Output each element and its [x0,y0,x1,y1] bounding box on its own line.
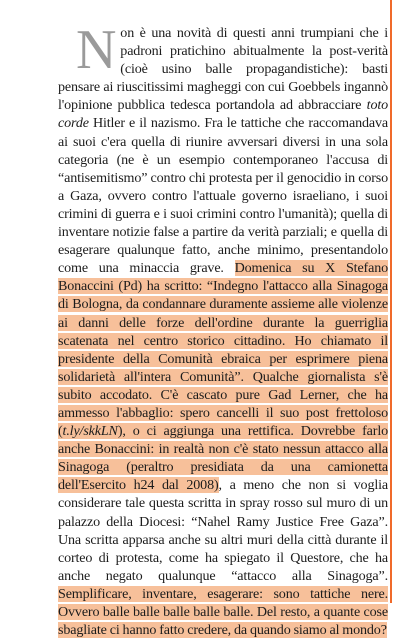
paragraph-text: , a meno che non si voglia considerare tale questa scritta in spray rosso sul muro di un palazzo della Diocesi: “Nahel Ramy Justice Free Gaza”. Una scritta apparsa anche su altri muri della città durante il corteo di protesta, come ha spiegato il Questore, che ha anche negato qualunque “attacco alla Sinagoga”. [58,477,388,584]
column-rule [390,0,392,603]
drop-cap: N [76,19,117,81]
highlighted-text-part: ), o ci aggiunga una rettifica. Dovrebbe farlo anche Bonaccini: in realtà non c'è stato nessun attacco alla Sinagoga (peraltro presidiata da una camionetta dell'Esercito h24 dal 2008) [58,423,388,494]
highlighted-text-part: Domenica su X Stefano Bonaccini (Pd) ha scritto: “Indegno l'attacco alla Sinagoga di Bologna, da condannare duramente assieme alle violenze ai danni delle forze dell'ordine durante la guerriglia scatenata nel centro storico cittadino. Ho chiamato il presidente della Comunità ebraica per esprimere piena solidarietà all'intera Comunità”. Qualche giornalista s'è subito accodato. C'è cascato pure Gad Lerner, che ha ammesso l'abbaglio: spero cancelli il suo post frettoloso ( [58,260,388,440]
article-body [58,19,388,639]
paragraph-text: Hitler e il nazismo. Fra le tattiche che raccomandava ai suoi c'era quella di riunire avversari diversi in una sola categoria (ne è un esempio contemporaneo l'accusa di “antisemitismo” contro chi protesta per il genocidio in corso a Gaza, ovvero contro l'attuale governo israeliano, i suoi crimini di guerra e i suoi crimini contro l'umanità); quella di inventare notizie false a partire da verità parziali; e quella di esagerare qualunque fatto, anche minimo, presentandolo come una minaccia grave. [58,115,388,277]
paragraph-text: on è una novità di questi anni trumpiani che i padroni pratichino abitualmente la post-verità (cioè usino balle propagandistiche): basti pensare ai riuscitissimi magheggi con cui Goebbels ingannò l'opinione pubblica tedesca portandola ad abbracciare [58,25,388,114]
italic-phrase: toto corde [58,97,388,132]
italic-link: t.ly/skkLN [62,423,118,440]
highlighted-text: Semplificare, inventare, esagerare: sono tattiche nere. Ovvero balle balle balle balle balle. Del resto, a quante cose sbagliate ci hanno fatto credere, da quando siamo al mondo? [58,585,388,639]
highlighted-text [58,260,388,493]
